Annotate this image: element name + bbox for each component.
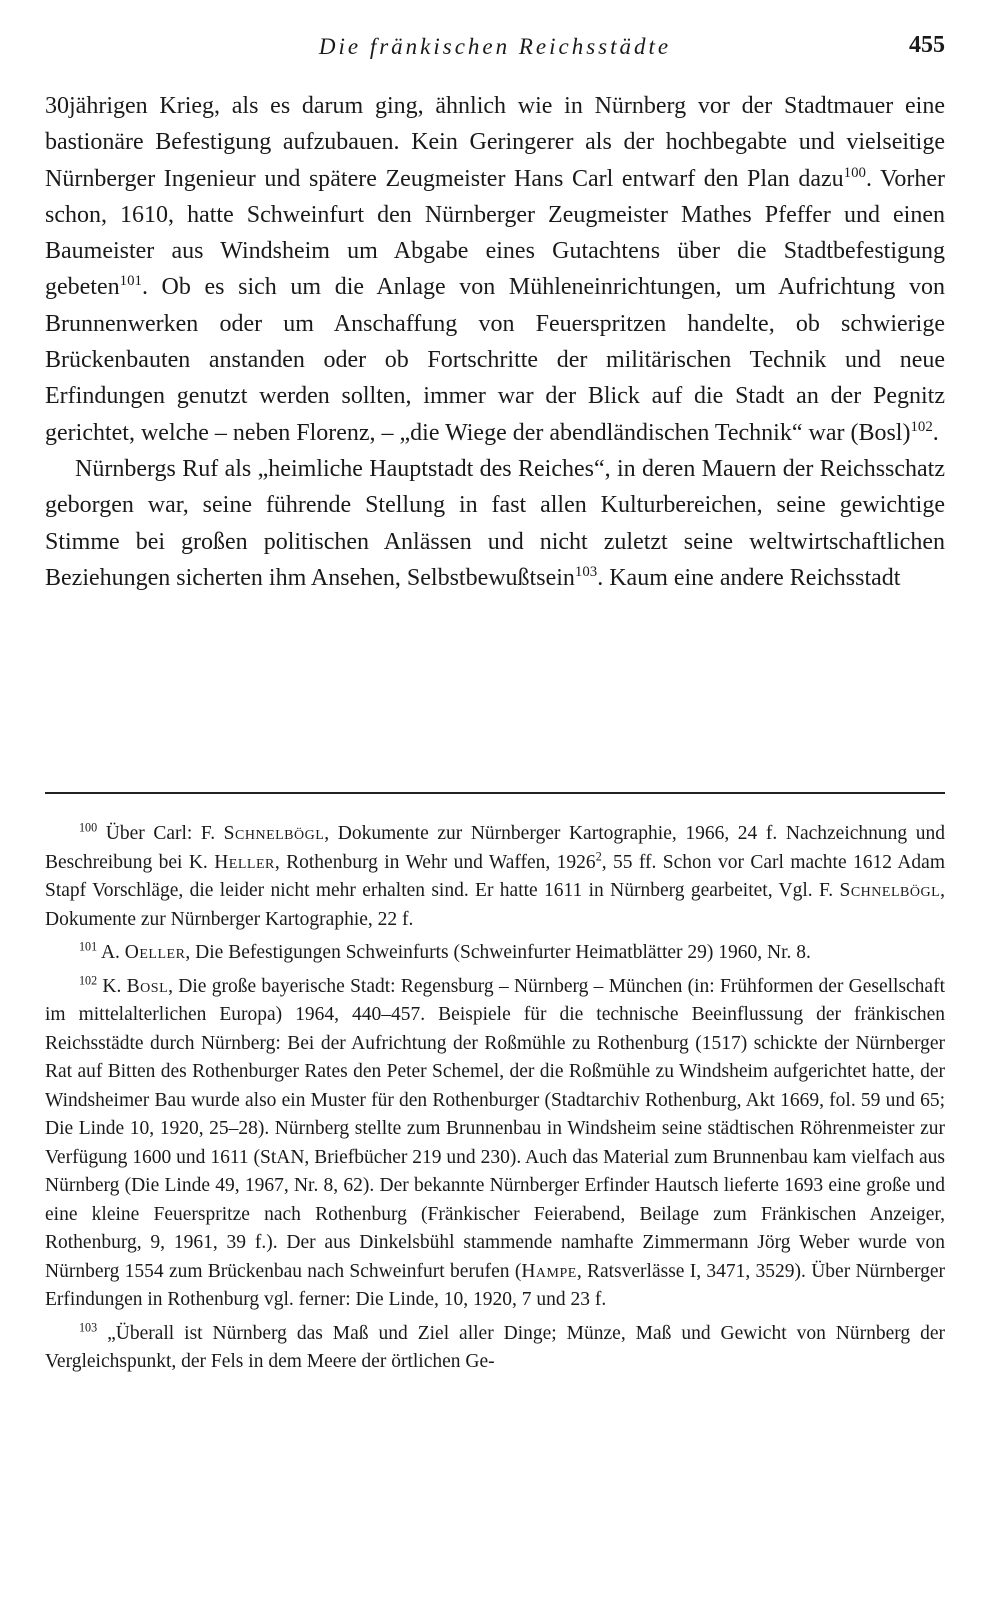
body-text-run: . Kaum eine andere Reichsstadt (597, 564, 901, 591)
author-name: Schnelbögl (223, 823, 325, 844)
footnote-number: 103 (79, 1320, 98, 1334)
footnote-text-run: , Die Befestigungen Schweinfurts (Schweinfurter Heimatblätter 29) 1960, Nr. 8. (185, 942, 811, 963)
footnote-number: 100 (79, 820, 98, 835)
footnote-103 (45, 1320, 945, 1377)
body-text-run: Nürnbergs Ruf als „heimliche Hauptstadt des Reiches“, in deren Mauern der Reichsschatz geborgen war, seine führende Stellung in fast allen Kulturbereichen, seine gewichtige Stimme bei großen politischen Anlässen und nicht zuletzt seine weltwirtschaftlichen Beziehungen sicherten ihm Ansehen, Selbstbewußtsein (45, 455, 945, 591)
footnote-text-run: , Ratsverlässe I, 3471, 3529). Über Nürnberger Erfindungen in Rothenburg vgl. ferner: Die Linde, 10, 1920, 7 und 23 f. (45, 1260, 945, 1310)
footnote-number: 101 (79, 939, 98, 954)
author-name: Hampe (521, 1260, 577, 1282)
footnote-ref: 102 (910, 418, 933, 435)
footnote-text-run: A. (100, 942, 125, 963)
body-paragraph (45, 451, 945, 596)
footnote-ref: 103 (574, 563, 598, 580)
running-title: Die fränkischen Reichsstädte (318, 34, 672, 59)
footnote-text-run: , Dokumente zur Nürnberger Kartographie, 22 f. (45, 880, 945, 930)
body-text-run: . Vorher schon, 1610, hatte Schweinfurt den Nürnberger Zeugmeister Mathes Pfeffer und einen Baumeister aus Windsheim um Abgabe eines Gutachtens über die Stadtbefestigung gebeten (45, 165, 945, 301)
footnote-101 (45, 939, 945, 968)
body-text-run: 30jährigen Krieg, als es darum ging, ähnlich wie in Nürnberg vor der Stadtmauer eine bastionäre Befestigung aufzubauen. Kein Geringerer als der hochbegabte und vielseitige Nürnberger Ingenieur und spätere Zeugmeister Hans Carl entwarf den Plan dazu (45, 93, 945, 192)
footnote-text-run: , 55 ff. Schon vor Carl machte 1612 Adam Stapf Vorschläge, die leider nicht mehr erhalten sind. Er hatte 1611 in Nürnberg gearbeitet, Vgl. F. (45, 851, 945, 901)
body-text (45, 88, 945, 596)
footnote-102 (45, 973, 945, 1315)
author-name: Schnelbögl (839, 880, 941, 901)
footnote-text-run: , Dokumente zur Nürnberger Kartographie, 1966, 24 f. Nachzeichnung und Beschreibung bei K. (45, 823, 945, 873)
footnotes (45, 820, 945, 1382)
author-name: Heller (214, 851, 275, 873)
footnote-separator (45, 792, 945, 794)
footnote-text-run: „Überall ist Nürnberg das Maß und Ziel aller Dinge; Münze, Maß und Gewicht von Nürnberg der Vergleichspunkt, der Fels in dem Meere der örtlichen Ge- (45, 1322, 945, 1372)
footnote-text-run: , Die große bayerische Stadt: Regensburg – Nürnberg – München (in: Frühformen der Gesellschaft im mittelalterlichen Europa) 1964, 440–457. Beispiele für die technische Beeinflussung der fränkischen Reichsstädte durch Nürnberg: Bei der Aufrichtung der Roßmühle zu Rothenburg (1517) schickte der Nürnberger Rat auf Bitten des Rothenburger Rates den Peter Schemel, der die Roßmühle zu Windsheim aufgerichtet hatte, der Windsheimer Bau wurde also ein Muster für den Rothenburger (Stadtarchiv Rothenburg, Akt 1669, fol. 59 und 65; Die Linde 10, 1920, 25–28). Nürnberg stellte zum Brunnenbau in Windsheim seine städtischen Röhrenmeister zur Verfügung 1600 und 1611 (StAN, Briefbücher 219 und 230). Auch das Material zum Brunnenbau kam vielfach aus Nürnberg (Die Linde 49, 1967, Nr. 8, 62). Der bekannte Nürnberger Erfinder Hautsch lieferte 1693 eine große und eine kleine Feuerspritze nach Rothenburg (Fränkischer Feierabend, Beilage zum Fränkischen Anzeiger, Rothenburg, 9, 1961, 39 f.). Der aus Dinkelsbühl stammende namhafte Zimmermann Jörg Weber wurde von Nürnberg 1554 zum Brückenbau nach Schweinfurt berufen ( (45, 975, 946, 1282)
page-number: 455 (909, 32, 945, 58)
footnote-text-run: K. (102, 975, 127, 997)
footnote-ref: 101 (119, 273, 142, 290)
author-name: Bosl (126, 975, 169, 997)
body-text-run: . Ob es sich um die Anlage von Mühleneinrichtungen, um Aufrichtung von Brunnenwerken oder um Anschaffung von Feuerspritzen handelte, ob schwierige Brückenbauten anstanden oder ob Fortschritte der militärischen Technik und neue Erfindungen genutzt werden sollten, immer war der Blick auf die Stadt an der Pegnitz gerichtet, welche – neben Florenz, – „die Wiege der abendländischen Technik“ war (Bosl) (45, 274, 945, 446)
footnote-ref: 100 (843, 164, 866, 181)
footnote-text-run: Über Carl: F. (105, 823, 224, 844)
edition-number: 2 (595, 849, 602, 863)
footnote-number: 102 (79, 973, 98, 987)
page-header (45, 30, 945, 66)
body-paragraph (45, 88, 945, 451)
footnote-100 (45, 820, 945, 934)
footnote-text-run: , Rothenburg in Wehr und Waffen, 1926 (274, 851, 596, 873)
body-text-run: . (932, 419, 939, 446)
author-name: Oeller (124, 942, 186, 963)
